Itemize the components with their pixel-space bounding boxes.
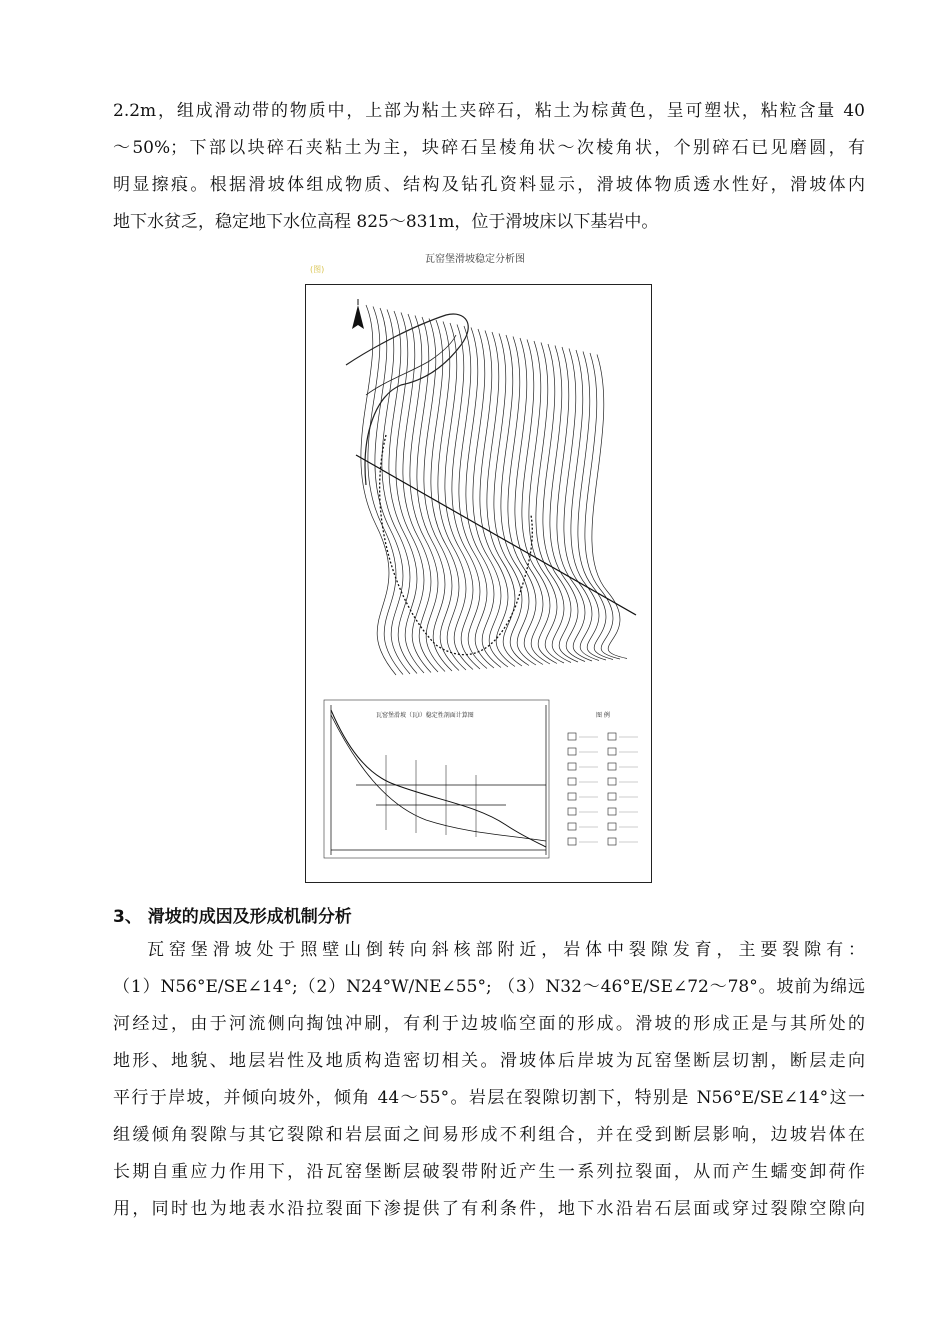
- svg-text:瓦窑堡滑坡（瓦I）稳定性剖面计算图: 瓦窑堡滑坡（瓦I）稳定性剖面计算图: [376, 712, 474, 719]
- svg-text:图 例: 图 例: [596, 712, 610, 719]
- text-line: 用，同时也为地表水沿拉裂面下渗提供了有利条件，地下水沿岩石层面或穿过裂隙空隙向: [113, 1199, 865, 1219]
- north-arrow-icon: [352, 299, 364, 329]
- section3-paragraph: [113, 932, 865, 1228]
- text-line: 明显擦痕。根据滑坡体组成物质、结构及钻孔资料显示，滑坡体物质透水性好，滑坡体内: [113, 175, 865, 195]
- text-line: （1）N56°E/SE∠14°;（2）N24°W/NE∠55°; （3）N32～46°E/SE∠72～78°。坡前为绵远: [113, 977, 865, 997]
- text-line: 地形、地貌、地层岩性及地质构造密切相关。滑坡体后岸坡为瓦窑堡断层切割，断层走向: [113, 1051, 865, 1071]
- figure-tag: (图): [310, 265, 325, 274]
- text-line: 地下水贫乏，稳定地下水位高程 825～831m，位于滑坡床以下基岩中。: [113, 212, 659, 232]
- text-line: 长期自重应力作用下，沿瓦窑堡断层破裂带附近产生一系列拉裂面，从而产生蠕变卸荷作: [113, 1162, 865, 1182]
- text-line: 2.2m，组成滑动带的物质中，上部为粘土夹碎石，粘土为棕黄色，呈可塑状，粘粒含量 40: [113, 101, 865, 121]
- figure-map-and-section: [305, 284, 652, 883]
- text-line: 组缓倾角裂隙与其它裂隙和岩层面之间易形成不利组合，并在受到断层影响，边坡岩体在: [113, 1125, 865, 1145]
- intro-paragraph: [113, 93, 865, 241]
- text-line: 平行于岸坡，并倾向坡外，倾角 44～55°。岩层在裂隙切割下，特别是 N56°E/SE∠14°这一: [113, 1088, 865, 1108]
- text-line: ～50%；下部以块碎石夹粘土为主，块碎石呈棱角状～次棱角状，个别碎石已见磨圆，有: [113, 138, 865, 158]
- text-line: 瓦窑堡滑坡处于照壁山倒转向斜核部附近，岩体中裂隙发育，主要裂隙有：: [147, 940, 865, 960]
- figure-drawing: [306, 285, 651, 882]
- figure-title: 瓦窑堡滑坡稳定分析图: [425, 254, 525, 265]
- section-heading: 3、 滑坡的成因及形成机制分析: [113, 907, 352, 927]
- text-line: 河经过，由于河流侧向掏蚀冲刷，有利于边坡临空面的形成。滑坡的形成正是与其所处的: [113, 1014, 865, 1034]
